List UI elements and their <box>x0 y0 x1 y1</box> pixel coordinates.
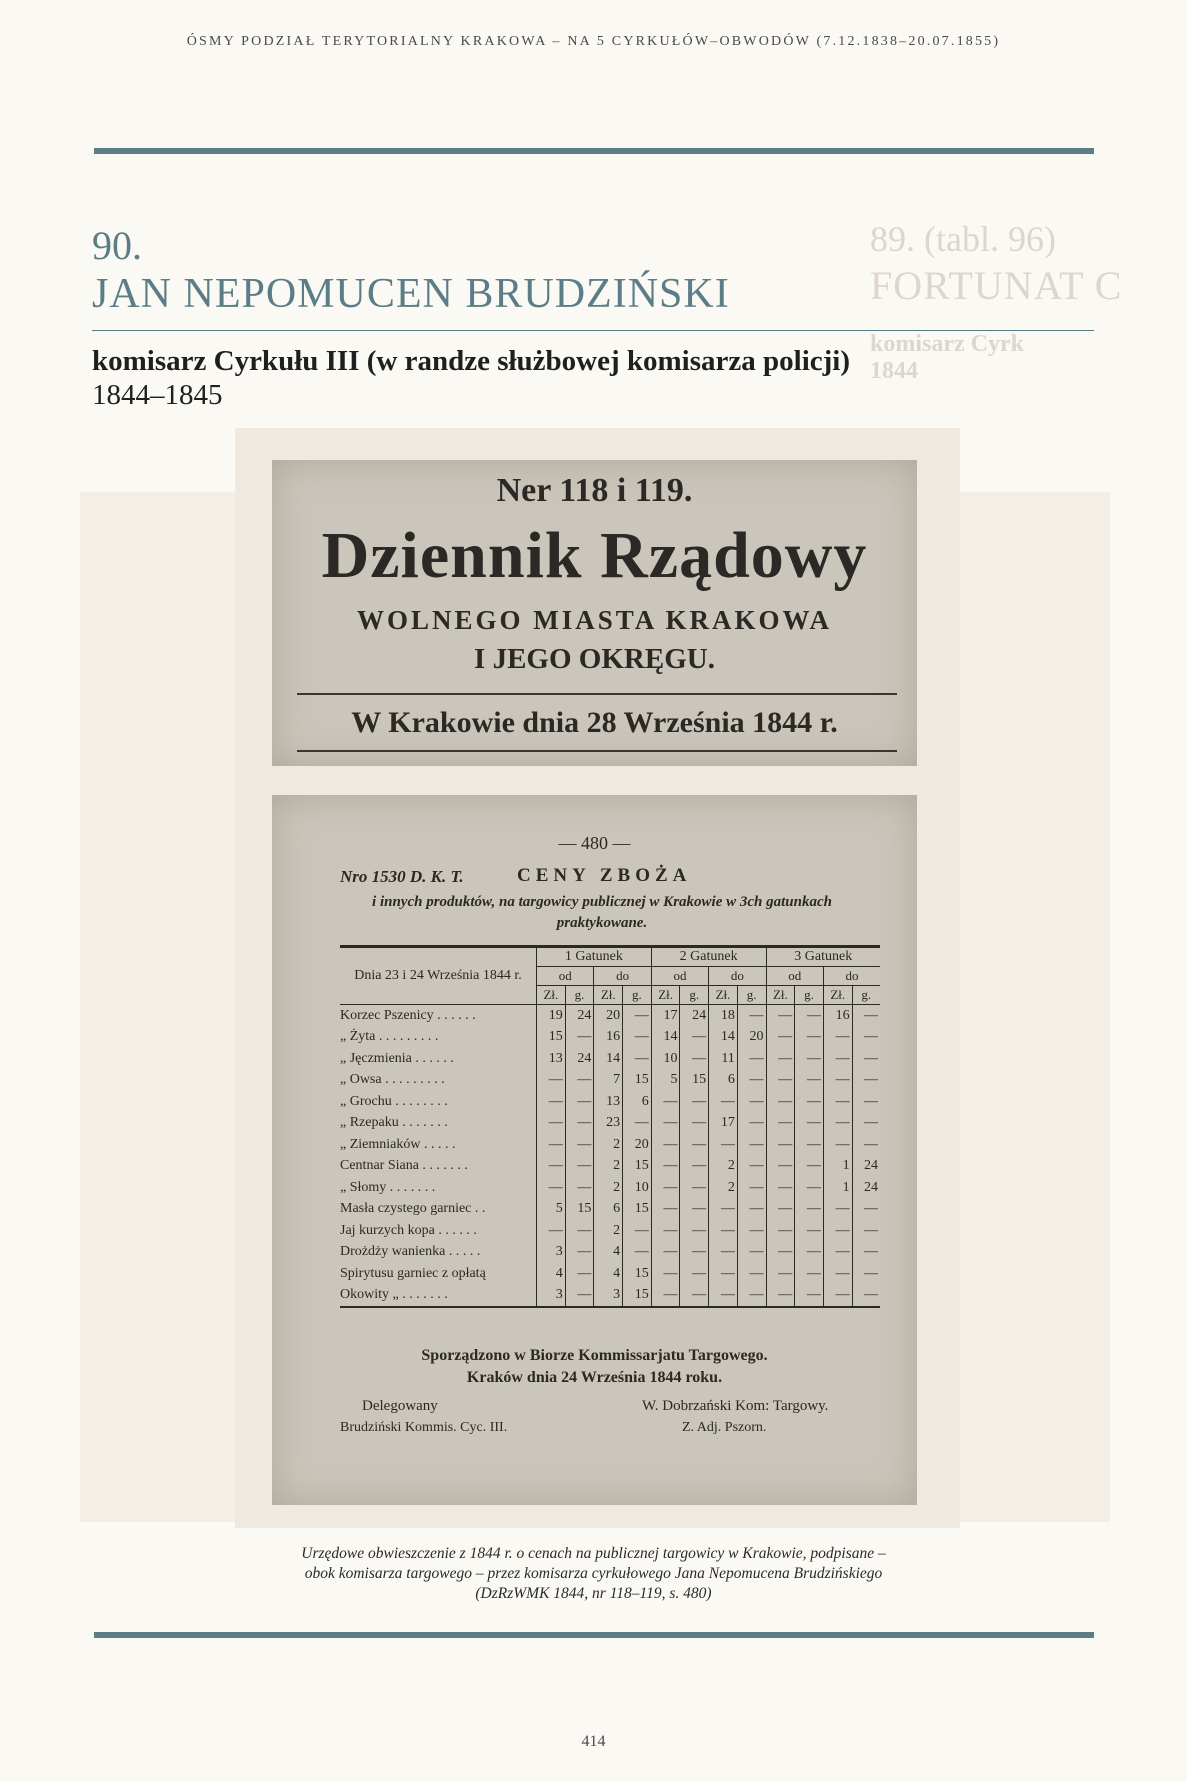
grade-header: 1 Gatunek <box>537 947 652 967</box>
price-cell: 2 <box>594 1220 623 1242</box>
price-cell: — <box>737 1091 766 1113</box>
table-row <box>340 1048 880 1070</box>
price-cell: 15 <box>623 1263 652 1285</box>
product-name: „ Słomy . . . . . . . <box>340 1179 436 1195</box>
price-cell: — <box>737 1220 766 1242</box>
price-cell: 5 <box>651 1070 680 1092</box>
price-cell: — <box>680 1048 709 1070</box>
entry-number: 90. <box>92 223 142 268</box>
price-cell: 24 <box>680 1005 709 1027</box>
table-row <box>340 1242 880 1264</box>
price-cell: — <box>565 1027 594 1049</box>
price-cell: — <box>565 1242 594 1264</box>
price-cell: — <box>651 1134 680 1156</box>
price-cell: 15 <box>537 1027 566 1049</box>
price-cell: — <box>852 1220 880 1242</box>
price-cell: — <box>823 1048 852 1070</box>
do-header: do <box>594 967 651 986</box>
product-name: Masła czystego garniec . . <box>340 1201 486 1217</box>
price-cell: — <box>623 1048 652 1070</box>
price-cell: 3 <box>537 1285 566 1308</box>
price-cell: — <box>565 1177 594 1199</box>
price-cell: — <box>709 1091 738 1113</box>
price-cell: — <box>565 1156 594 1178</box>
price-cell: — <box>537 1156 566 1178</box>
price-cell: 6 <box>709 1070 738 1092</box>
price-cell: — <box>766 1177 795 1199</box>
price-cell: 6 <box>623 1091 652 1113</box>
price-cell: 20 <box>594 1005 623 1027</box>
masthead-issue: Ner 118 i 119. <box>496 472 693 509</box>
ghost-line: 89. (tabl. 96) <box>870 219 1056 259</box>
price-cell: 19 <box>537 1005 566 1027</box>
price-cell: — <box>623 1005 652 1027</box>
price-cell: — <box>651 1091 680 1113</box>
price-cell: — <box>795 1156 824 1178</box>
grosz-unit-header: g. <box>565 986 594 1005</box>
price-cell: — <box>766 1048 795 1070</box>
signature-right-name: W. Dobrzański Kom: Targowy. <box>642 1398 829 1414</box>
price-cell: — <box>565 1070 594 1092</box>
price-cell: — <box>766 1027 795 1049</box>
bottom-rule <box>94 1632 1094 1638</box>
do-header: do <box>709 967 766 986</box>
price-cell: — <box>623 1220 652 1242</box>
price-cell: — <box>795 1134 824 1156</box>
price-cell: — <box>651 1220 680 1242</box>
price-cell: — <box>852 1285 880 1308</box>
figure-caption <box>190 1544 997 1604</box>
price-cell: — <box>737 1070 766 1092</box>
od-header: od <box>537 967 594 986</box>
price-cell: 6 <box>594 1199 623 1221</box>
price-cell: — <box>737 1199 766 1221</box>
price-cell: — <box>737 1134 766 1156</box>
product-name: „ Jęczmienia . . . . . . <box>340 1050 454 1066</box>
price-cell: — <box>795 1048 824 1070</box>
price-cell: — <box>766 1113 795 1135</box>
caption-line: obok komisarza targowego – przez komisarza cyrkułowego Jana Nepomucena Brudzińskiego <box>304 1565 883 1582</box>
price-cell: — <box>852 1048 880 1070</box>
price-cell: — <box>795 1027 824 1049</box>
price-cell: — <box>766 1070 795 1092</box>
top-rule <box>94 148 1094 154</box>
price-cell: — <box>823 1285 852 1308</box>
table-row <box>340 1027 880 1049</box>
price-notice-scan <box>272 795 917 1505</box>
price-cell: 10 <box>651 1048 680 1070</box>
table-row <box>340 1220 880 1242</box>
price-cell: — <box>709 1285 738 1308</box>
price-cell: — <box>680 1134 709 1156</box>
masthead-subtitle: WOLNEGO MIASTA KRAKOWA <box>356 605 833 635</box>
table-row <box>340 1005 880 1027</box>
product-name: „ Żyta . . . . . . . . . <box>340 1029 439 1045</box>
price-cell: — <box>823 1027 852 1049</box>
price-cell: — <box>651 1242 680 1264</box>
price-cell: — <box>651 1113 680 1135</box>
masthead-rule <box>297 750 897 752</box>
price-table <box>340 945 880 1308</box>
price-cell: — <box>852 1005 880 1027</box>
price-cell: — <box>795 1242 824 1264</box>
running-head: ÓSMY PODZIAŁ TERYTORIALNY KRAKOWA – NA 5 CYRKUŁÓW–OBWODÓW (7.12.1838–20.07.1855) <box>186 34 1001 49</box>
table-row <box>340 1091 880 1113</box>
table-row <box>340 1134 880 1156</box>
price-cell: — <box>737 1156 766 1178</box>
entry-role: komisarz Cyrkułu III (w randze służbowej komisarza policji) <box>92 345 851 377</box>
price-cell: — <box>766 1263 795 1285</box>
price-cell: — <box>766 1242 795 1264</box>
entry-years: 1844–1845 <box>92 379 223 411</box>
price-cell: — <box>737 1285 766 1308</box>
price-cell: — <box>709 1242 738 1264</box>
price-cell: — <box>766 1285 795 1308</box>
price-cell: 1 <box>823 1177 852 1199</box>
masthead-date: W Krakowie dnia 28 Września 1844 r. <box>351 706 838 739</box>
notice-footer: Sporządzono w Biorze Kommissarjatu Targowego. <box>421 1347 768 1364</box>
price-cell: 16 <box>594 1027 623 1049</box>
notice-reference: Nro 1530 D. K. T. <box>340 867 464 886</box>
price-cell: — <box>537 1091 566 1113</box>
price-cell: 2 <box>594 1134 623 1156</box>
price-cell: 18 <box>709 1005 738 1027</box>
caption-line: (DzRzWMK 1844, nr 118–119, s. 480) <box>475 1585 712 1602</box>
price-cell: 10 <box>623 1177 652 1199</box>
price-cell: — <box>795 1285 824 1308</box>
price-cell: — <box>537 1134 566 1156</box>
price-cell: — <box>795 1177 824 1199</box>
table-row <box>340 1285 880 1308</box>
price-cell: — <box>852 1242 880 1264</box>
table-date-header: Dnia 23 i 24 Września 1844 r. <box>340 947 537 1005</box>
price-cell: — <box>766 1156 795 1178</box>
price-cell: — <box>565 1113 594 1135</box>
price-cell: 15 <box>623 1070 652 1092</box>
notice-page-number: — 480 — <box>558 833 631 853</box>
price-cell: — <box>709 1263 738 1285</box>
price-cell: 5 <box>537 1199 566 1221</box>
price-cell: — <box>537 1070 566 1092</box>
masthead-title: Dziennik Rządowy <box>321 519 868 592</box>
price-cell: 15 <box>623 1285 652 1308</box>
zloty-unit-header: Zł. <box>709 986 738 1005</box>
product-name: „ Ziemniaków . . . . . <box>340 1136 456 1152</box>
price-cell: — <box>795 1113 824 1135</box>
zloty-unit-header: Zł. <box>766 986 795 1005</box>
table-row <box>340 1263 880 1285</box>
price-cell: — <box>852 1113 880 1135</box>
price-cell: — <box>766 1091 795 1113</box>
price-cell: — <box>565 1285 594 1308</box>
price-cell: — <box>680 1242 709 1264</box>
price-cell: — <box>565 1263 594 1285</box>
price-cell: — <box>651 1263 680 1285</box>
do-header: do <box>823 967 880 986</box>
signature-left-title: Delegowany <box>362 1398 438 1414</box>
price-cell: — <box>766 1220 795 1242</box>
price-cell: — <box>852 1134 880 1156</box>
entry-subtitle <box>92 344 1092 412</box>
price-cell: — <box>680 1220 709 1242</box>
price-cell: — <box>823 1263 852 1285</box>
product-name: Drożdży wanienka . . . . . <box>340 1244 481 1260</box>
price-cell: — <box>737 1005 766 1027</box>
grosz-unit-header: g. <box>852 986 880 1005</box>
price-cell: 20 <box>737 1027 766 1049</box>
price-cell: — <box>766 1134 795 1156</box>
product-name: Jaj kurzych kopa . . . . . . <box>340 1222 477 1238</box>
signature-right-adjunct: Z. Adj. Pszorn. <box>682 1420 767 1435</box>
price-cell: 15 <box>680 1070 709 1092</box>
price-cell: — <box>852 1027 880 1049</box>
zloty-unit-header: Zł. <box>594 986 623 1005</box>
price-cell: — <box>795 1263 824 1285</box>
price-cell: — <box>823 1070 852 1092</box>
price-cell: 13 <box>537 1048 566 1070</box>
price-cell: — <box>565 1134 594 1156</box>
name-rule <box>92 330 1094 331</box>
grade-header: 2 Gatunek <box>651 947 766 967</box>
price-cell: 20 <box>623 1134 652 1156</box>
price-cell: — <box>623 1027 652 1049</box>
price-cell: — <box>565 1220 594 1242</box>
zloty-unit-header: Zł. <box>823 986 852 1005</box>
price-cell: — <box>537 1220 566 1242</box>
price-cell: — <box>680 1091 709 1113</box>
price-cell: — <box>709 1134 738 1156</box>
signature-left-name: Brudziński Kommis. Cyc. III. <box>340 1420 508 1435</box>
price-cell: — <box>737 1242 766 1264</box>
price-cell: 2 <box>594 1156 623 1178</box>
page-number: 414 <box>581 1733 606 1750</box>
od-header: od <box>766 967 823 986</box>
notice-heading: CENY ZBOŻA <box>517 865 692 886</box>
product-name: „ Grochu . . . . . . . . <box>340 1093 448 1109</box>
price-cell: — <box>737 1048 766 1070</box>
price-cell: — <box>680 1177 709 1199</box>
zloty-unit-header: Zł. <box>537 986 566 1005</box>
price-table-body <box>340 1005 880 1308</box>
price-cell: 14 <box>651 1027 680 1049</box>
product-name: Spirytusu garniec z opłatą <box>340 1265 486 1281</box>
price-cell: — <box>795 1005 824 1027</box>
grosz-unit-header: g. <box>795 986 824 1005</box>
price-cell: 14 <box>709 1027 738 1049</box>
od-header: od <box>651 967 708 986</box>
price-cell: — <box>795 1070 824 1092</box>
price-cell: 3 <box>537 1242 566 1264</box>
price-cell: — <box>623 1242 652 1264</box>
table-row <box>340 1156 880 1178</box>
product-name: „ Owsa . . . . . . . . . <box>340 1072 445 1088</box>
price-cell: — <box>565 1091 594 1113</box>
price-cell: — <box>651 1199 680 1221</box>
price-cell: — <box>766 1199 795 1221</box>
product-name: Okowity „ . . . . . . . <box>340 1287 448 1303</box>
price-cell: 15 <box>623 1199 652 1221</box>
price-cell: — <box>737 1263 766 1285</box>
price-cell: — <box>795 1091 824 1113</box>
price-cell: — <box>680 1027 709 1049</box>
price-cell: — <box>823 1242 852 1264</box>
price-cell: — <box>795 1199 824 1221</box>
table-row <box>340 1177 880 1199</box>
price-cell: 13 <box>594 1091 623 1113</box>
price-cell: 23 <box>594 1113 623 1135</box>
price-cell: 17 <box>709 1113 738 1135</box>
price-cell: — <box>709 1199 738 1221</box>
price-cell: 2 <box>594 1177 623 1199</box>
price-cell: 4 <box>537 1263 566 1285</box>
product-name: „ Rzepaku . . . . . . . <box>340 1115 448 1131</box>
price-cell: — <box>852 1091 880 1113</box>
masthead-rule <box>297 693 897 695</box>
price-cell: — <box>651 1156 680 1178</box>
price-cell: — <box>766 1005 795 1027</box>
table-row <box>340 1199 880 1221</box>
zloty-unit-header: Zł. <box>651 986 680 1005</box>
price-cell: 11 <box>709 1048 738 1070</box>
price-cell: 4 <box>594 1242 623 1264</box>
price-cell: — <box>680 1113 709 1135</box>
price-cell: — <box>795 1220 824 1242</box>
price-cell: — <box>623 1113 652 1135</box>
price-cell: — <box>537 1113 566 1135</box>
price-cell: 24 <box>852 1177 880 1199</box>
price-cell: — <box>823 1113 852 1135</box>
price-cell: — <box>823 1220 852 1242</box>
price-cell: 15 <box>623 1156 652 1178</box>
price-cell: — <box>680 1285 709 1308</box>
price-cell: — <box>823 1091 852 1113</box>
ghost-line: FORTUNAT C <box>870 263 1123 308</box>
price-cell: 24 <box>852 1156 880 1178</box>
notice-description: i innych produktów, na targowicy publicznej w Krakowie w 3ch gatunkach praktykowane. <box>372 894 832 931</box>
price-cell: 1 <box>823 1156 852 1178</box>
price-cell: — <box>852 1199 880 1221</box>
ghost-line: 1844 <box>870 358 918 384</box>
price-cell: — <box>737 1113 766 1135</box>
price-cell: — <box>823 1199 852 1221</box>
price-cell: 4 <box>594 1263 623 1285</box>
price-cell: 7 <box>594 1070 623 1092</box>
grosz-unit-header: g. <box>623 986 652 1005</box>
grosz-unit-header: g. <box>680 986 709 1005</box>
price-cell: 2 <box>709 1177 738 1199</box>
grade-header: 3 Gatunek <box>766 947 880 967</box>
price-cell: — <box>651 1177 680 1199</box>
price-cell: 14 <box>594 1048 623 1070</box>
price-cell: 24 <box>565 1048 594 1070</box>
entry-name: JAN NEPOMUCEN BRUDZIŃSKI <box>92 271 730 317</box>
grosz-unit-header: g. <box>737 986 766 1005</box>
caption-line: Urzędowe obwieszczenie z 1844 r. o cenach na publicznej targowicy w Krakowie, podpisane – <box>301 1545 886 1562</box>
price-cell: — <box>852 1070 880 1092</box>
price-cell: 17 <box>651 1005 680 1027</box>
price-cell: — <box>680 1263 709 1285</box>
price-cell: — <box>651 1285 680 1308</box>
table-row <box>340 1070 880 1092</box>
price-cell: — <box>680 1156 709 1178</box>
price-cell: 24 <box>565 1005 594 1027</box>
price-cell: 3 <box>594 1285 623 1308</box>
price-cell: — <box>823 1134 852 1156</box>
notice-footer-date: Kraków dnia 24 Września 1844 roku. <box>466 1369 723 1386</box>
price-cell: — <box>852 1263 880 1285</box>
price-cell: 2 <box>709 1156 738 1178</box>
ghost-line: komisarz Cyrk <box>870 331 1024 357</box>
price-cell: — <box>537 1177 566 1199</box>
price-cell: — <box>680 1199 709 1221</box>
masthead-subtitle-2: I JEGO OKRĘGU. <box>474 643 715 675</box>
masthead-scan <box>272 460 917 766</box>
table-row <box>340 1113 880 1135</box>
product-name: Korzec Pszenicy . . . . . . <box>340 1007 476 1023</box>
price-cell: — <box>709 1220 738 1242</box>
product-name: Centnar Siana . . . . . . . <box>340 1158 468 1174</box>
price-cell: 16 <box>823 1005 852 1027</box>
price-cell: — <box>737 1177 766 1199</box>
price-cell: 15 <box>565 1199 594 1221</box>
